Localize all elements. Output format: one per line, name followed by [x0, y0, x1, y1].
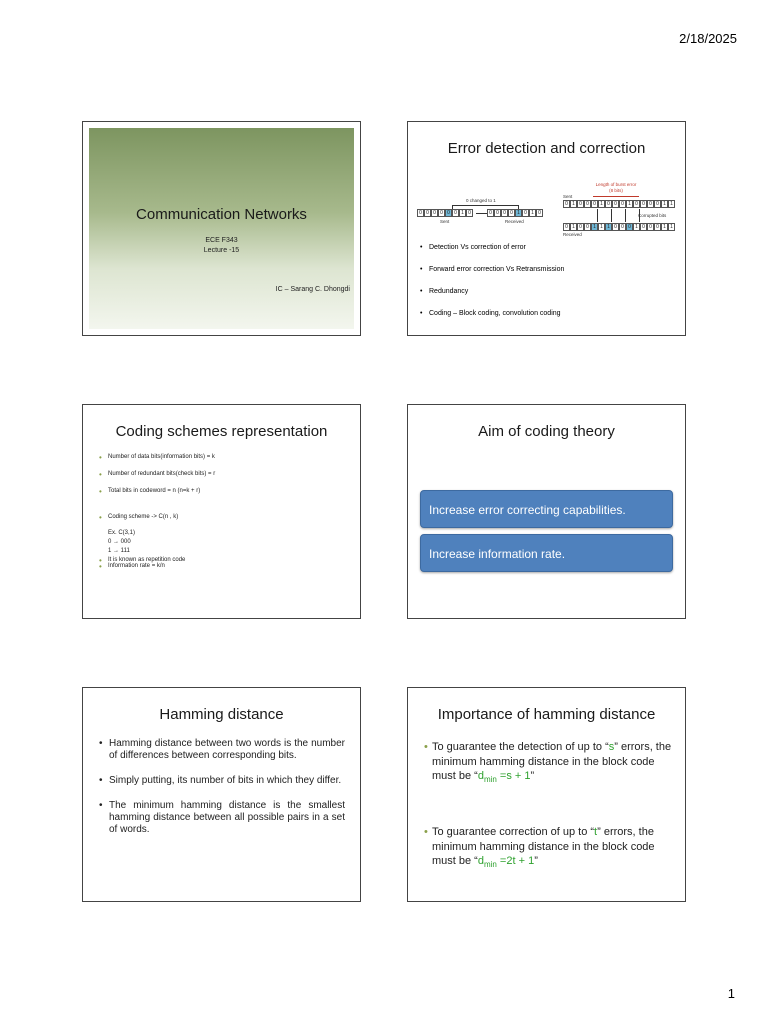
bullet-item: • Number of redundant bits(check bits) = r — [99, 471, 215, 477]
fig-label-burst: Length of burst error (8 bits) — [595, 182, 637, 193]
slide-title: Hamming distance — [159, 706, 284, 723]
bullet-item: • Information rate = k/n — [99, 563, 185, 569]
slide-title: Importance of hamming distance — [437, 706, 656, 723]
slide-coding-schemes[interactable] — [82, 404, 361, 619]
formula-d: d — [477, 855, 484, 867]
bullet-item-detection — [424, 740, 673, 788]
bullet-list-2 — [99, 557, 185, 569]
slide-error-detection[interactable] — [407, 121, 686, 336]
formula-correction — [477, 855, 535, 870]
course-code: ECE F343 — [205, 237, 238, 244]
page-number: 1 — [727, 986, 735, 1001]
example-line: 1 → 111 — [108, 548, 130, 554]
var-s: s — [608, 741, 615, 753]
formula-sub: min — [483, 775, 497, 785]
bullet-item: • Number of data bits(information bits) = k — [99, 454, 215, 460]
fig-burst-span — [593, 196, 639, 197]
bullet-item: • Detection Vs correction of error — [420, 244, 564, 251]
text: ” — [534, 855, 538, 867]
fig-arrow — [476, 213, 487, 214]
title-slide-background — [89, 128, 354, 329]
slide-title: Coding schemes representation — [115, 423, 328, 440]
slide-title: Error detection and correction — [447, 140, 646, 157]
fig-arrow — [625, 209, 626, 222]
fig-arrow — [611, 209, 612, 222]
bullet-item-correction — [424, 825, 673, 873]
example-line: Ex. C(3,1) — [108, 530, 136, 536]
bullet-list — [99, 454, 215, 520]
formula-detection — [477, 770, 531, 785]
slide-hamming-distance[interactable] — [82, 687, 361, 902]
bullet-item: • Redundancy — [420, 288, 564, 295]
slide-aim-coding-theory[interactable] — [407, 404, 686, 619]
bullet-item: • Forward error correction Vs Retransmission — [420, 266, 564, 273]
fig-sent-bits-2: 0 1 0 0 0 1 0 0 0 1 0 0 0 0 1 1 — [563, 200, 675, 208]
bullet-item: • Hamming distance between two words is the number of differences between corresponding bits. — [99, 738, 345, 762]
formula-sub: min — [483, 860, 497, 870]
aim-box-information-rate: Increase information rate. — [420, 534, 673, 572]
slide-title: Aim of coding theory — [478, 423, 615, 440]
fig-sent-bits: 0 0 0 0 0 0 1 0 — [417, 209, 473, 217]
bullet-item: • Coding scheme -> C(n , k) — [99, 514, 215, 520]
formula-eq: =s + 1 — [496, 770, 531, 782]
author: IC – Sarang C. Dhongdi — [275, 286, 350, 293]
lecture-number: Lecture -15 — [203, 247, 240, 254]
aim-box-error-correcting: Increase error correcting capabilities. — [420, 490, 673, 528]
bullet-item: • Total bits in codeword = n (n=k + r) — [99, 488, 215, 494]
bullet-list — [99, 738, 345, 849]
slide-communication-networks[interactable] — [82, 121, 361, 336]
text: To guarantee the detection of up to “ — [432, 741, 609, 753]
text: ” errors, the minimum hamming distance in the block code must be “ — [432, 826, 655, 867]
fig-label-sent: Sent — [440, 219, 450, 224]
example-line: 0 → 000 — [108, 539, 131, 545]
fig-label-received: Received — [505, 219, 524, 224]
fig-label-received-2: Received — [563, 232, 582, 237]
text: To guarantee correction of up to “ — [432, 826, 595, 838]
fig-received-bits-2: 0 1 0 0 1 1 1 0 0 0 1 0 0 0 1 1 — [563, 223, 675, 231]
fig-arrow — [597, 209, 598, 222]
bullet-item: • Coding – Block coding, convolution coding — [420, 310, 564, 317]
var-t: t — [594, 826, 598, 838]
bullet-list — [424, 740, 673, 788]
bullet-list — [420, 244, 564, 332]
fig-label-corrupted: Corrupted bits — [638, 213, 667, 218]
fig-connector — [452, 205, 518, 206]
formula-d: d — [477, 770, 484, 782]
fig-label-sent-2: Sent — [563, 194, 573, 199]
bullet-list-2 — [424, 825, 673, 873]
fig-received-bits: 0 0 0 0 1 0 1 0 — [487, 209, 543, 217]
text: ” errors, the minimum hamming distance in the block code must be “ — [432, 741, 672, 782]
bullet-item: • It is known as repetition code — [99, 557, 185, 563]
header-date: 2/18/2025 — [679, 31, 737, 46]
bullet-item: • Simply putting, its number of bits in which they differ. — [99, 775, 345, 787]
text: ” — [530, 770, 535, 782]
bullet-item: • The minimum hamming distance is the smallest hamming distance between all possible pairs in a set of words. — [99, 800, 345, 836]
slide-importance-hamming[interactable] — [407, 687, 686, 902]
slide-title: Communication Networks — [136, 206, 307, 223]
fig-label-changed: 0 changed to 1 — [466, 198, 496, 203]
formula-eq: =2t + 1 — [496, 855, 535, 867]
